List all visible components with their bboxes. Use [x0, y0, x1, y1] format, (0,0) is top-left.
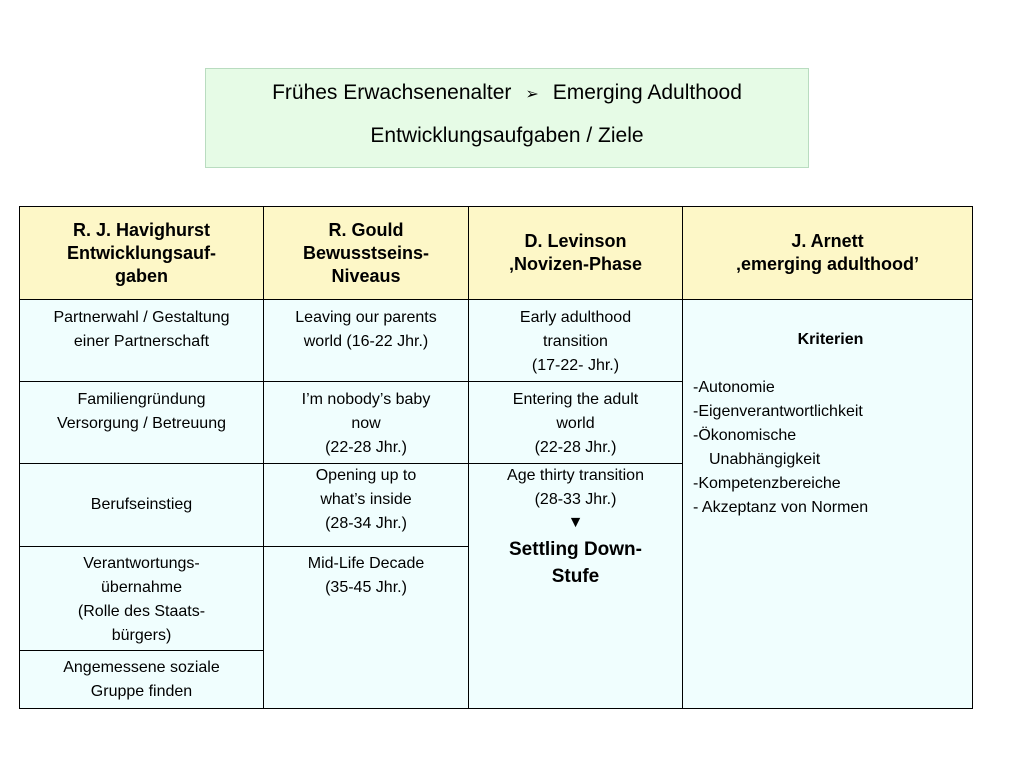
cell-havighurst — [20, 382, 264, 464]
cell-line: übernahme — [101, 579, 182, 596]
settling-down-stage — [473, 536, 678, 590]
header-line: Bewusstseins- — [302, 242, 430, 263]
cell-levinson — [469, 382, 683, 464]
table-row — [20, 300, 973, 382]
cell-line: (28-33 Jhr.) — [534, 491, 617, 508]
cell-levinson — [469, 300, 683, 382]
header-levinson — [469, 207, 683, 300]
settling-line: Stufe — [551, 566, 600, 587]
down-arrow-icon: ▼ — [567, 514, 584, 531]
cell-line: Entering the adult — [512, 391, 639, 408]
cell-line: (17-22- Jhr.) — [531, 357, 620, 374]
header-line: R. J. Havighurst — [72, 219, 211, 240]
title-line-1 — [206, 79, 808, 109]
cell-line: Partnerwahl / Gestaltung — [53, 309, 230, 326]
cell-line: (28-34 Jhr.) — [325, 515, 407, 532]
cell-line: what’s inside — [320, 491, 412, 508]
cell-line: Mid-Life Decade — [307, 555, 425, 572]
criteria-heading: Kriterien — [797, 331, 864, 348]
header-line: J. Arnett — [791, 231, 864, 251]
header-line: ‚Novizen-Phase — [508, 254, 643, 274]
cell-line: Versorgung / Betreuung — [56, 415, 226, 432]
cell-line: Age thirty transition — [507, 467, 644, 484]
header-line: gaben — [114, 265, 168, 286]
header-havighurst — [20, 207, 264, 300]
header-row — [20, 207, 973, 300]
cell-gould — [264, 547, 469, 709]
criteria-item: - Akzeptanz von Normen — [693, 499, 869, 516]
criteria-item: Unabhängigkeit — [709, 451, 821, 468]
criteria-item: -Autonomie — [693, 379, 775, 396]
cell-line: Gruppe finden — [90, 683, 193, 700]
cell-line: world — [556, 415, 595, 432]
cell-line: now — [351, 415, 381, 432]
criteria-item: -Ökonomische — [693, 427, 797, 444]
cell-line: (22-28 Jhr.) — [534, 439, 617, 456]
cell-line: bürgers) — [111, 627, 172, 644]
cell-gould — [264, 382, 469, 464]
header-line: Entwicklungsauf- — [66, 242, 216, 263]
cell-line: I’m nobody’s baby — [301, 391, 431, 408]
cell-havighurst — [20, 547, 264, 651]
cell-line: Angemessene soziale — [63, 659, 220, 676]
cell-havighurst — [20, 651, 264, 709]
settling-line: Settling Down- — [509, 539, 642, 560]
subtitle: Entwicklungsaufgaben / Ziele — [370, 124, 644, 147]
cell-gould — [264, 464, 469, 547]
cell-line: Opening up to — [315, 467, 417, 484]
cell-levinson-age-thirty — [469, 464, 683, 709]
cell-line: einer Partnerschaft — [73, 333, 210, 350]
criteria-item: -Eigenverantwortlichkeit — [693, 403, 863, 420]
cell-line: Familiengründung — [77, 391, 206, 408]
cell-line: (35-45 Jhr.) — [325, 579, 407, 596]
header-gould — [264, 207, 469, 300]
cell-line: Leaving our parents — [295, 309, 437, 326]
header-arnett — [683, 207, 973, 300]
title-box — [205, 68, 809, 168]
cell-havighurst — [20, 300, 264, 382]
cell-gould — [264, 300, 469, 382]
cell-line: (22-28 Jhr.) — [325, 439, 407, 456]
cell-line: Berufseinstieg — [90, 496, 193, 513]
arrow-bullet-icon: ➢ — [525, 86, 539, 103]
criteria-item: -Kompetenzbereiche — [693, 475, 841, 492]
title-german: Frühes Erwachsenenalter — [272, 81, 512, 104]
cell-line: Verantwortungs- — [83, 555, 200, 572]
cell-line: transition — [543, 333, 608, 350]
header-line: Niveaus — [331, 265, 401, 286]
cell-havighurst — [20, 464, 264, 547]
cell-line: Early adulthood — [519, 309, 632, 326]
cell-line: (Rolle des Staats- — [77, 603, 206, 620]
comparison-table — [19, 206, 973, 709]
header-line: R. Gould — [328, 219, 404, 240]
cell-line: world (16-22 Jhr.) — [303, 333, 429, 350]
cell-arnett-criteria — [683, 300, 973, 709]
header-line: D. Levinson — [524, 231, 627, 251]
title-english: Emerging Adulthood — [552, 81, 742, 104]
header-line: ‚emerging adulthood’ — [736, 254, 919, 274]
